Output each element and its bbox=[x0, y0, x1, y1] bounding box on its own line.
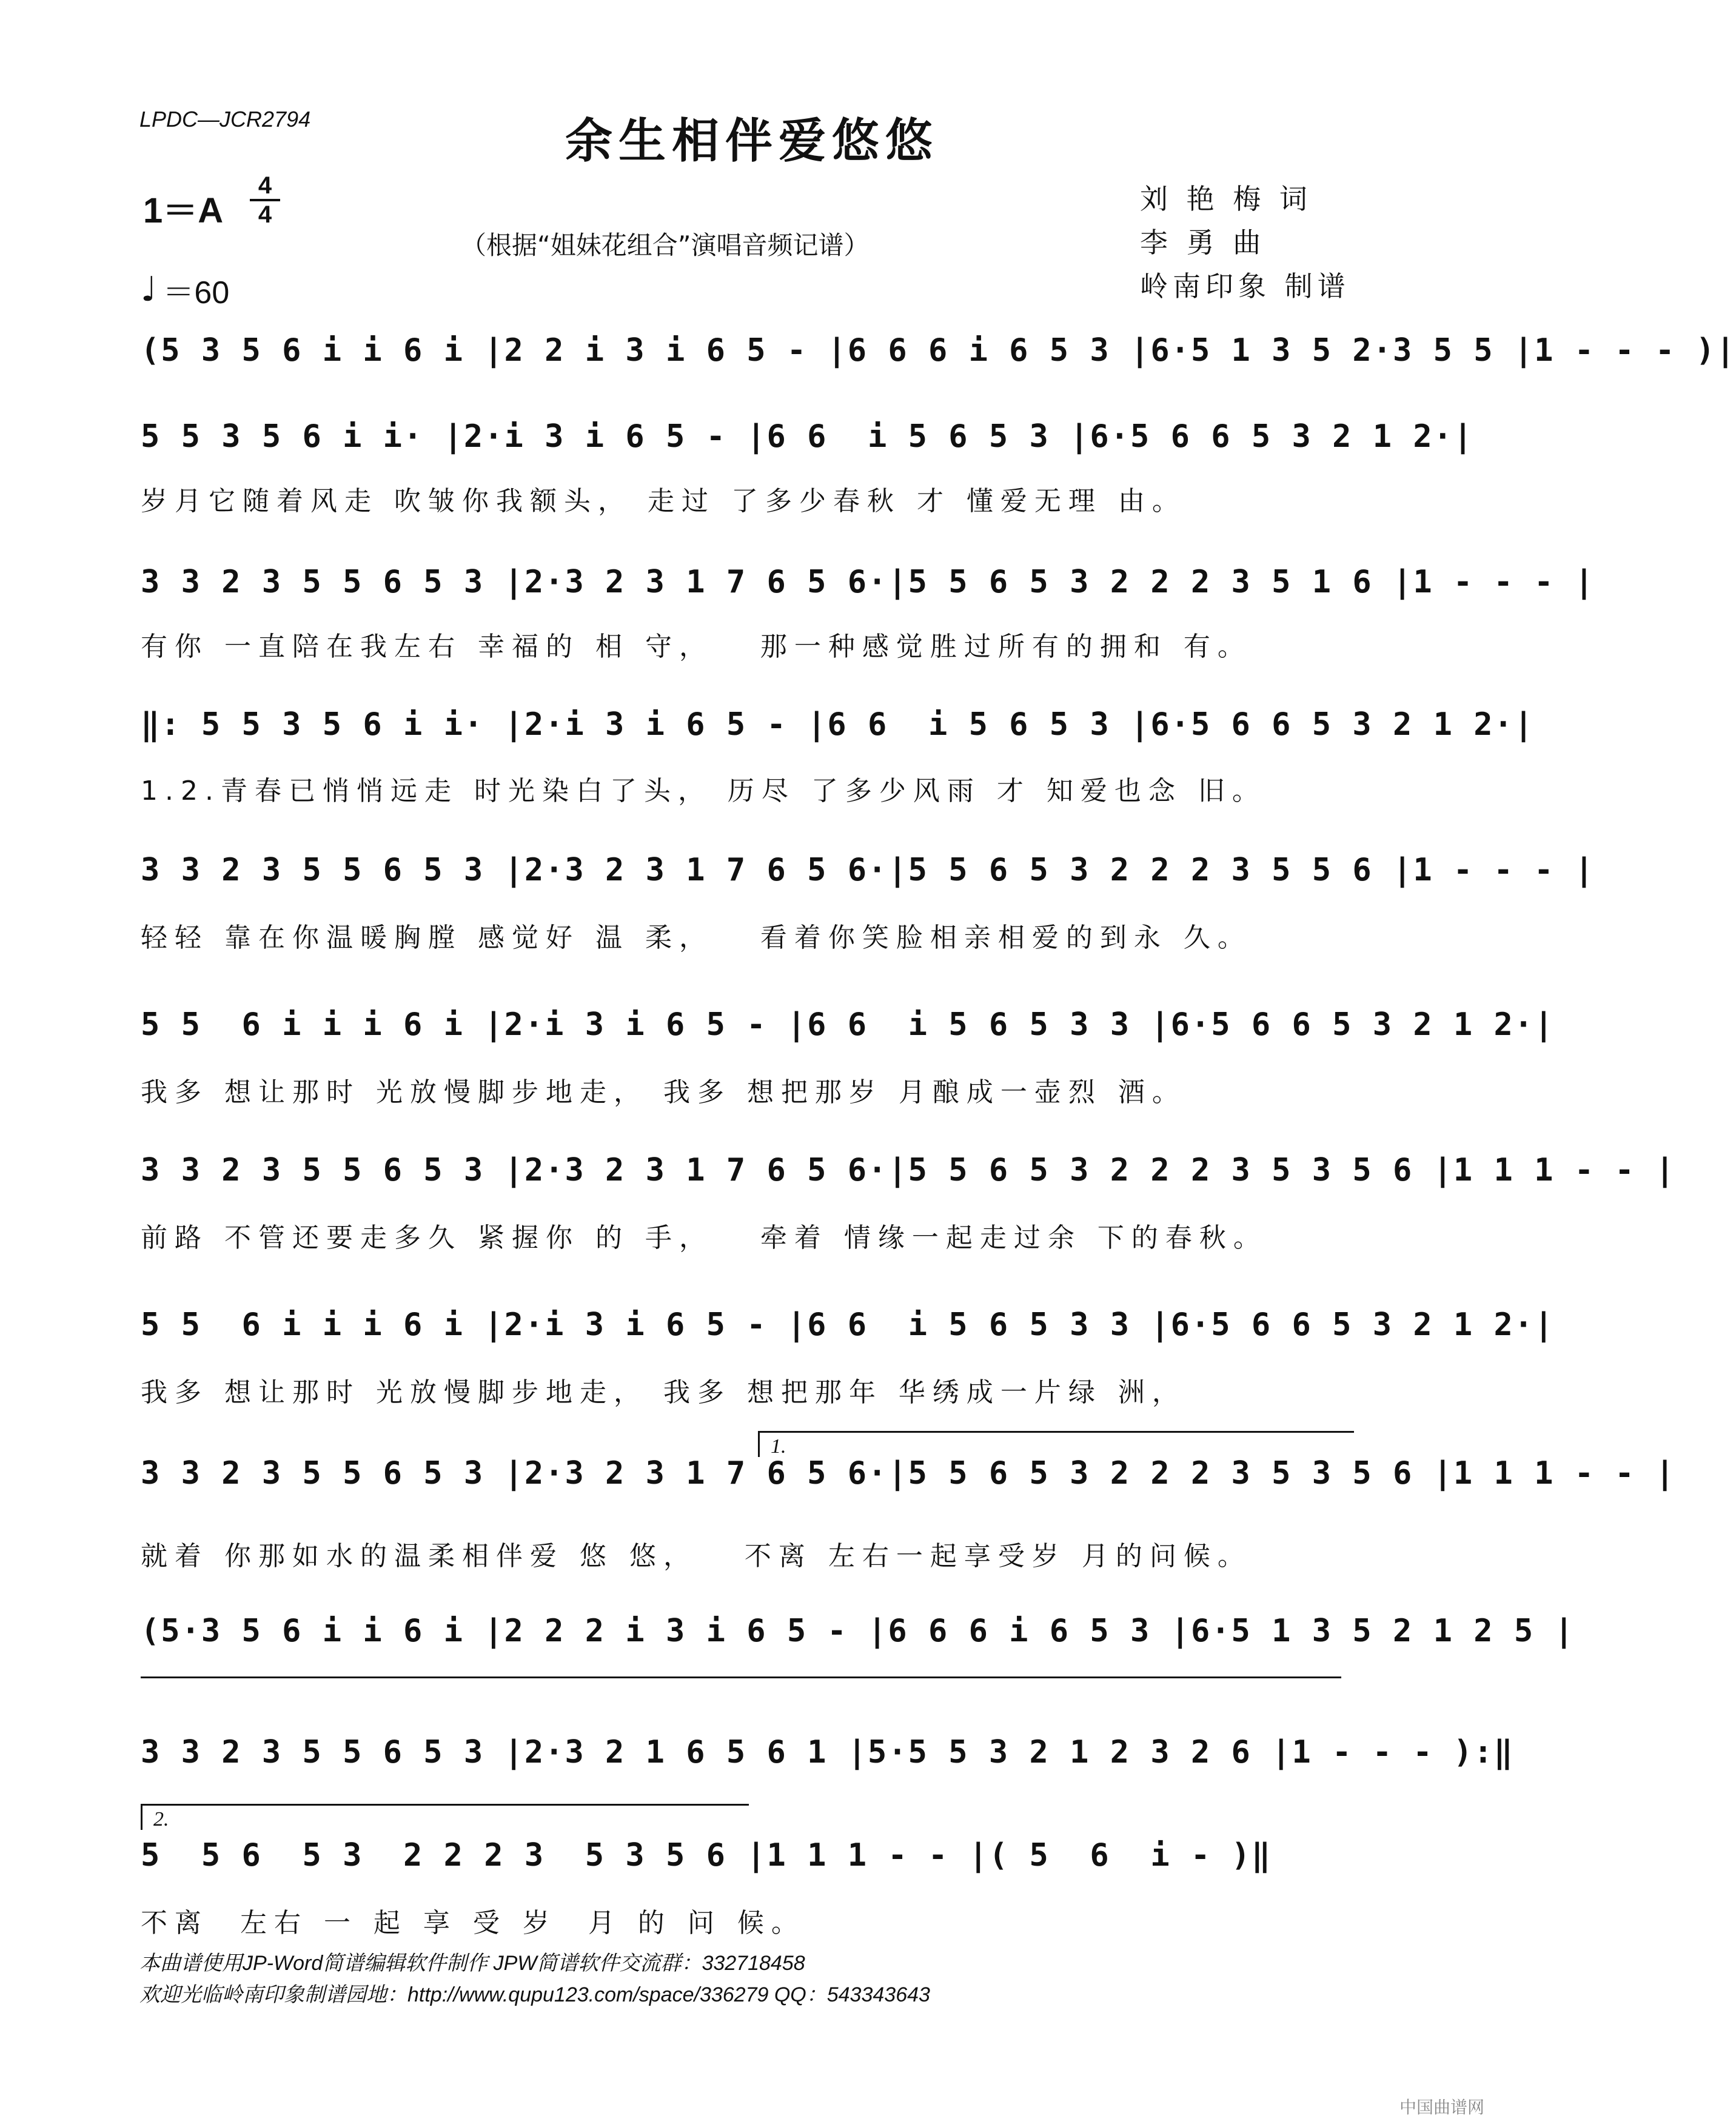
score-line-6-notes: 5 5 6 i i i 6 i |2·i 3 i 6 5 - |6 6 i 5 6 5 3 3 |6·5 6 6 5 3 2 1 2·| bbox=[141, 1007, 1555, 1043]
score-line-1-notes: (5 3 5 6 i i 6 i |2 2 i 3 i 6 5 - |6 6 6 i 6 5 3 |6·5 1 3 5 2·3 5 5 |1 - - - )| bbox=[141, 332, 1736, 369]
score-line-2-lyric: 岁月它随着风走 吹皱你我额头， 走过 了多少春秋 才 懂爱无理 由。 bbox=[141, 486, 1186, 517]
score-line-8-notes: 5 5 6 i i i 6 i |2·i 3 i 6 5 - |6 6 i 5 6 5 3 3 |6·5 6 6 5 3 2 1 2·| bbox=[141, 1307, 1555, 1343]
score-line-3-notes: 3 3 2 3 5 5 6 5 3 |2·3 2 3 1 7 6 5 6·|5 5 6 5 3 2 2 2 3 5 1 6 |1 - - - | bbox=[141, 564, 1595, 600]
score-line-3-lyric: 有你 一直陪在我左右 幸福的 相 守， 那一种感觉胜过所有的拥和 有。 bbox=[141, 631, 1252, 662]
time-signature-bottom: 4 bbox=[258, 201, 272, 228]
second-ending-bracket bbox=[141, 1804, 749, 1830]
first-ending-bracket bbox=[758, 1431, 1354, 1457]
second-ending-label: 2. bbox=[153, 1808, 169, 1831]
source-note: （根据“姐妹花组合”演唱音频记谱） bbox=[461, 230, 870, 260]
tempo-value: ＝60 bbox=[163, 275, 230, 310]
score-line-4-notes: ‖: 5 5 3 5 6 i i· |2·i 3 i 6 5 - |6 6 i 5 6 5 3 |6·5 6 6 5 3 2 1 2·| bbox=[141, 706, 1535, 743]
song-title: 余生相伴爱悠悠 bbox=[565, 113, 939, 169]
line-divider bbox=[141, 1676, 1341, 1678]
footer-line-2: 欢迎光临岭南印象制谱园地：http://www.qupu123.com/space/336279 QQ：543343643 bbox=[139, 1983, 930, 2006]
time-signature bbox=[250, 173, 280, 227]
score-code: LPDC—JCR2794 bbox=[139, 107, 311, 132]
tempo-marking bbox=[141, 267, 229, 312]
score-line-11-notes: 3 3 2 3 5 5 6 5 3 |2·3 2 1 6 5 6 1 |5·5 5 3 2 1 2 3 2 6 |1 - - - ):‖ bbox=[141, 1734, 1514, 1770]
score-line-7-notes: 3 3 2 3 5 5 6 5 3 |2·3 2 3 1 7 6 5 6·|5 5 6 5 3 2 2 2 3 5 3 5 6 |1 1 1 - - | bbox=[141, 1152, 1676, 1188]
score-line-5-notes: 3 3 2 3 5 5 6 5 3 |2·3 2 3 1 7 6 5 6·|5 5 6 5 3 2 2 2 3 5 5 6 |1 - - - | bbox=[141, 852, 1595, 888]
quarter-note-icon: ♩ bbox=[141, 269, 157, 309]
score-line-2-notes: 5 5 3 5 6 i i· |2·i 3 i 6 5 - |6 6 i 5 6 5 3 |6·5 6 6 5 3 2 1 2·| bbox=[141, 418, 1474, 455]
score-line-7-lyric: 前路 不管还要走多久 紧握你 的 手， 牵着 情缘一起走过余 下的春秋。 bbox=[141, 1222, 1267, 1253]
score-line-6-lyric: 我多 想让那时 光放慢脚步地走， 我多 想把那岁 月酿成一壶烈 酒。 bbox=[141, 1077, 1186, 1108]
time-signature-top: 4 bbox=[258, 172, 272, 199]
score-line-12-notes: 5 5 6 5 3 2 2 2 3 5 3 5 6 |1 1 1 - - |( 5 6 i - )‖ bbox=[141, 1837, 1272, 1874]
site-watermark: 中国曲谱网 bbox=[1399, 2099, 1484, 2117]
score-line-9-notes: 3 3 2 3 5 5 6 5 3 |2·3 2 3 1 7 6 5 6·|5 5 6 5 3 2 2 2 3 5 3 5 6 |1 1 1 - - | bbox=[141, 1455, 1676, 1492]
score-line-5-lyric: 轻轻 靠在你温暖胸膛 感觉好 温 柔， 看着你笑脸相亲相爱的到永 久。 bbox=[141, 922, 1252, 953]
score-line-4-lyric: 1.2.青春已悄悄远走 时光染白了头， 历尽 了多少风雨 才 知爱也念 旧。 bbox=[141, 775, 1266, 806]
score-line-12-lyric: 不离 左右 一 起 享 受 岁 月 的 问 候。 bbox=[141, 1908, 805, 1938]
lyricist: 刘 艳 梅 词 bbox=[1140, 183, 1312, 215]
credits bbox=[1140, 177, 1358, 308]
first-ending-label: 1. bbox=[771, 1435, 786, 1458]
score-line-9-lyric: 就着 你那如水的温柔相伴爱 悠 悠， 不离 左右一起享受岁 月的问候。 bbox=[141, 1541, 1252, 1572]
composer: 李 勇 曲 bbox=[1140, 226, 1266, 259]
footer-line-1: 本曲谱使用JP-Word简谱编辑软件制作 JPW简谱软件交流群：332718458 bbox=[139, 1952, 805, 1975]
score-line-8-lyric: 我多 想让那时 光放慢脚步地走， 我多 想把那年 华绣成一片绿 洲， bbox=[141, 1377, 1186, 1408]
key-signature: 1＝A bbox=[143, 191, 224, 230]
score-line-10-notes: (5·3 5 6 i i 6 i |2 2 2 i 3 i 6 5 - |6 6 6 i 6 5 3 |6·5 1 3 5 2 1 2 5 | bbox=[141, 1613, 1575, 1649]
transcriber: 岭南印象 制谱 bbox=[1140, 270, 1350, 303]
